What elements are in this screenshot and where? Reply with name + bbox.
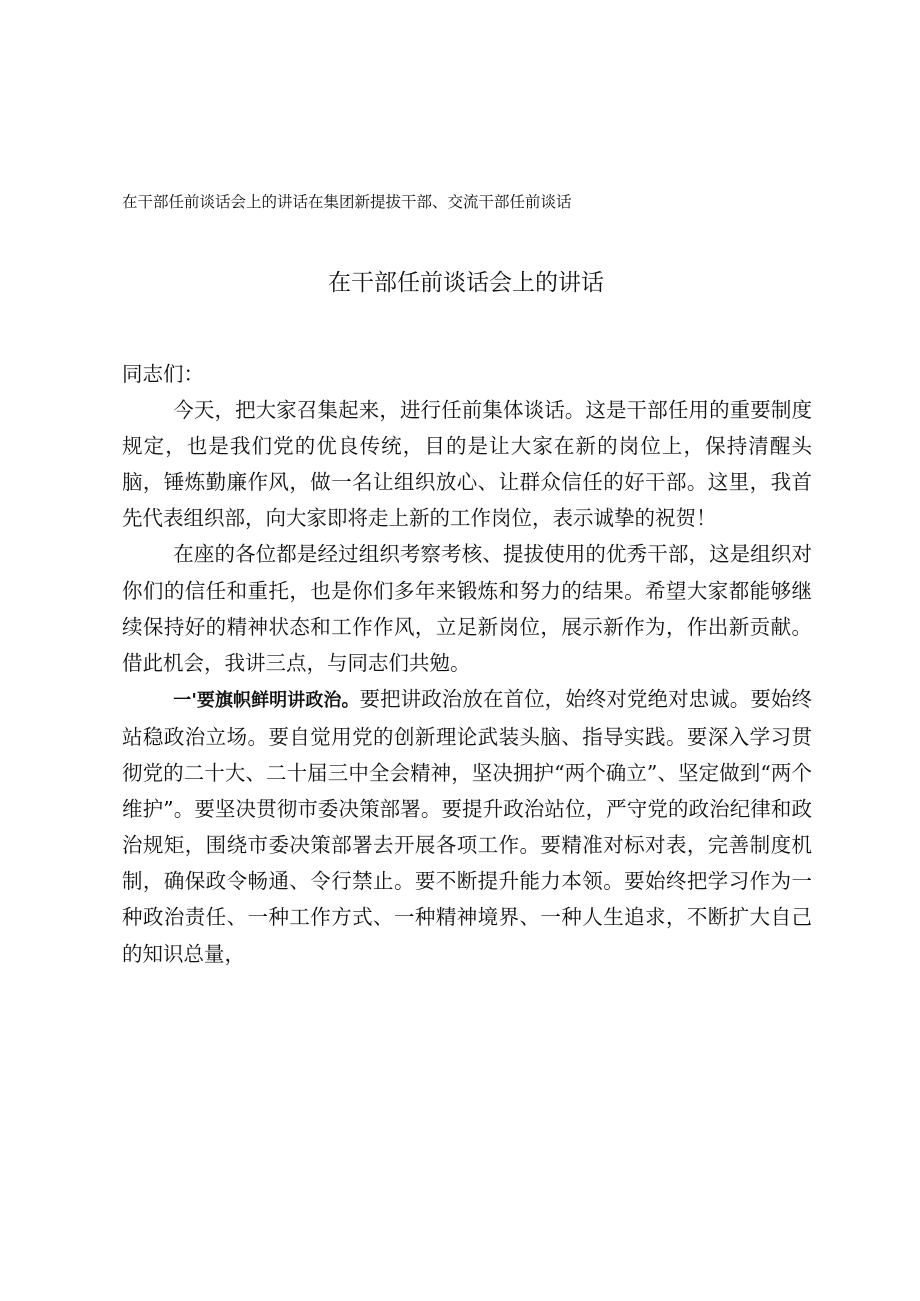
paragraph-text: 要把讲政治放在首位，始终对党绝对忠诚。要始终站稳政治立场。要自觉用党的创新理论武装头脑、指导实践。要深入学习贯彻党的二十大、二十届三中全会精神，坚决拥护“两个确立”、坚定做到“两个维护”。要坚决贯彻市委决策部署。要提升政治站位，严守党的政治纪律和政治规矩，围绕市委决策部署去开展各项工作。要精准对标对表，完善制度机制，确保政令畅通、令行禁止。要不断提升能力本领。要始终把学习作为一种政治责任、一种工作方式、一种精神境界、一种人生追求，不断扩大自己的知识总量， [122,686,812,966]
paragraph-point-one [122,681,812,972]
paragraph-text: 在座的各位都是经过组织考察考核、提拔使用的优秀干部，这是组织对你们的信任和重托，也是你们多年来锻炼和努力的结果。希望大家都能够继续保持好的精神状态和工作作风，立足新岗位，展示新作为，作出新贡献。借此机会，我讲三点，与同志们共勉。 [122,542,812,675]
document-body [122,356,812,972]
paragraph-encouragement [122,536,812,680]
document-title: 在干部任前谈话会上的讲话 [328,270,604,296]
document-header-line: 在干部任前谈话会上的讲话在集团新提拔干部、交流干部任前谈话 [122,193,572,211]
salutation: 同志们： [122,362,204,386]
paragraph-opening [122,392,812,536]
paragraph-text: 今天，把大家召集起来，进行任前集体谈话。这是干部任用的重要制度规定，也是我们党的优良传统，目的是让大家在新的岗位上，保持清醒头脑，锤炼勤廉作风，做一名让组织放心、让群众信任的好干部。这里，我首先代表组织部，向大家即将走上新的工作岗位，表示诚挚的祝贺！ [122,398,812,531]
paragraph-lead-heading: 一'要旗帜鲜明讲政治。 [173,689,360,711]
